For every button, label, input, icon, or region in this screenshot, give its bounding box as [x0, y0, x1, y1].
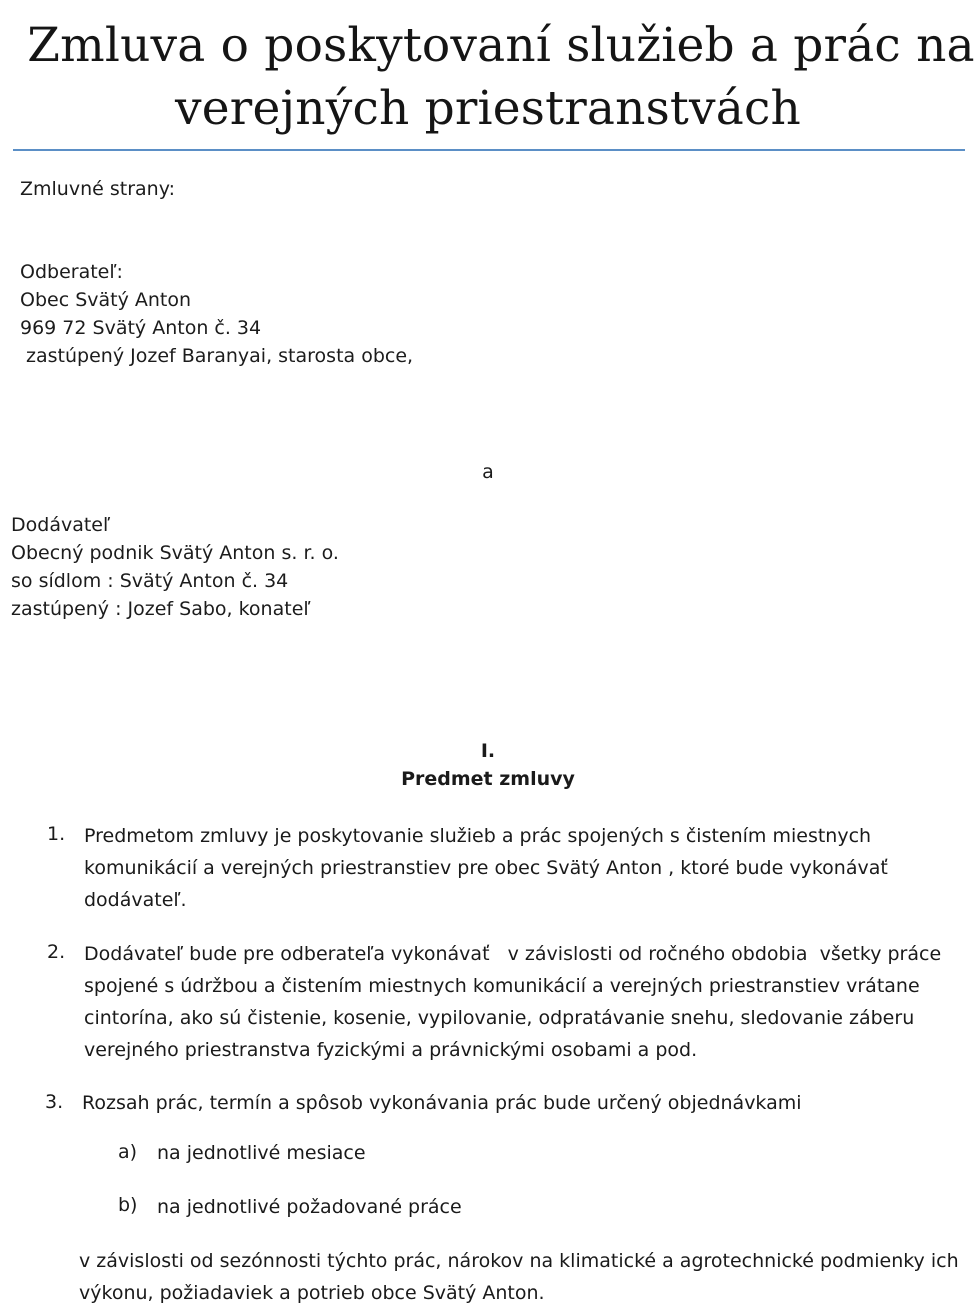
subitem-letter: b)	[118, 1194, 138, 1216]
item-2-text	[84, 938, 941, 1066]
item-line: Rozsah prác, termín a spôsob vykonávania prác bude určený objednávkami	[82, 1092, 802, 1114]
supplier-role: Dodávateľ	[11, 514, 111, 536]
title-line-1: Zmluva o poskytovaní služieb a prác na	[27, 18, 975, 73]
item-number: 3.	[45, 1091, 64, 1113]
item-number: 2.	[47, 941, 66, 963]
item-3-text	[82, 1087, 802, 1119]
item-line: verejného priestranstva fyzickými a právnickými osobami a pod.	[84, 1039, 698, 1061]
item-line: Dodávateľ bude pre odberateľa vykonávať v závislosti od ročného obdobia všetky práce	[84, 943, 942, 965]
conjunction: a	[482, 461, 494, 483]
buyer-block	[20, 258, 413, 370]
buyer-address: 969 72 Svätý Anton č. 34	[20, 317, 262, 339]
section-heading: Predmet zmluvy	[401, 768, 575, 790]
item-line: Predmetom zmluvy je poskytovanie služieb a prác spojených s čistením miestnych	[84, 825, 872, 847]
subitem-text: na jednotlivé požadované práce	[157, 1196, 462, 1218]
item-line: spojené s údržbou a čistením miestnych komunikácií a verejných priestranstiev vrátane	[84, 975, 920, 997]
title-divider	[13, 149, 965, 151]
item-line: cintorína, ako sú čistenie, kosenie, vypilovanie, odpratávanie snehu, sledovanie záberu	[84, 1007, 915, 1029]
supplier-block	[11, 511, 339, 623]
closing-line-2: výkonu, požiadaviek a potrieb obce Svätý Anton.	[79, 1282, 545, 1304]
title-line-2: verejných priestranstvách	[175, 81, 801, 136]
item-number: 1.	[47, 823, 66, 845]
parties-label: Zmluvné strany:	[20, 178, 175, 200]
buyer-role: Odberateľ:	[20, 261, 123, 283]
supplier-seat: so sídlom : Svätý Anton č. 34	[11, 570, 289, 592]
buyer-representative: zastúpený Jozef Baranyai, starosta obce,	[20, 345, 414, 367]
subitem-letter: a)	[118, 1141, 138, 1163]
document-title	[0, 14, 976, 140]
item-line: dodávateľ.	[84, 889, 187, 911]
supplier-representative: zastúpený : Jozef Sabo, konateľ	[11, 598, 311, 620]
closing-paragraph	[79, 1245, 959, 1309]
subitem-text: na jednotlivé mesiace	[157, 1142, 366, 1164]
item-1-text	[84, 820, 888, 916]
supplier-name: Obecný podnik Svätý Anton s. r. o.	[11, 542, 339, 564]
closing-line-1: v závislosti od sezónnosti týchto prác, nárokov na klimatické a agrotechnické podmienky ich	[79, 1250, 959, 1272]
item-line: komunikácií a verejných priestranstiev pre obec Svätý Anton , ktoré bude vykonávať	[84, 857, 888, 879]
section-number: I.	[480, 740, 496, 762]
buyer-name: Obec Svätý Anton	[20, 289, 192, 311]
